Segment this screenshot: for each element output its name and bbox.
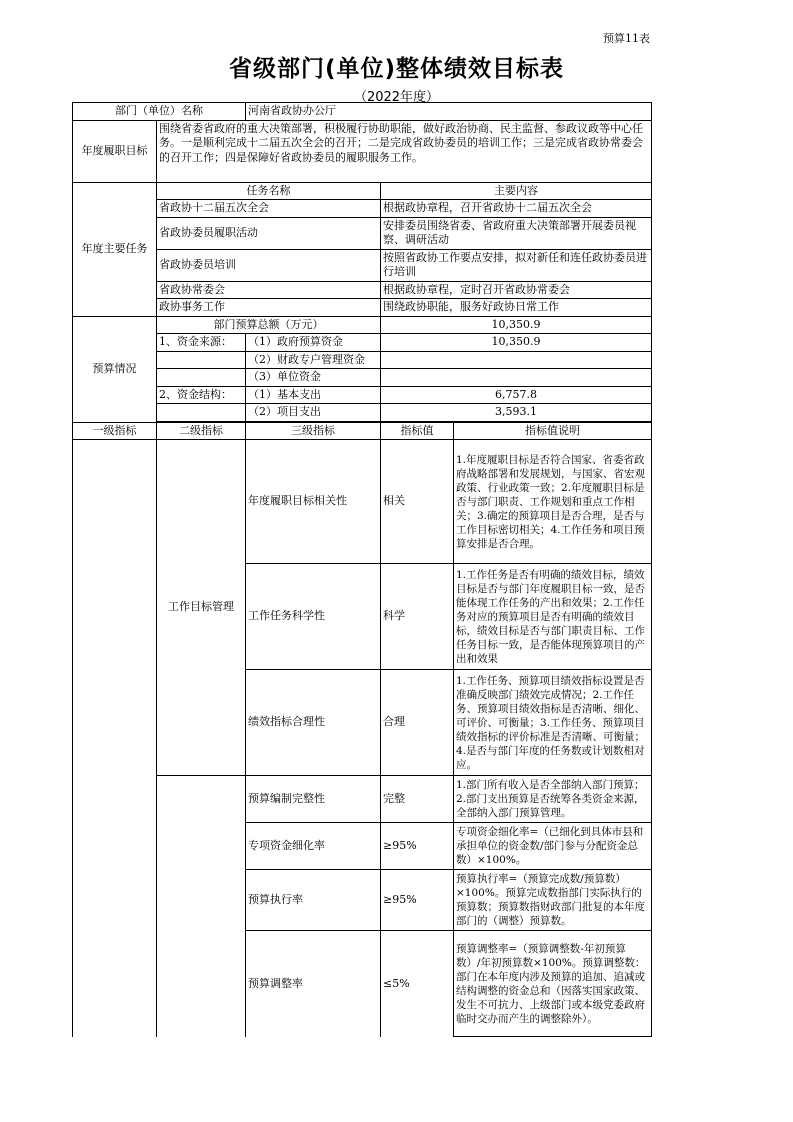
blank-cell [157,351,246,369]
level3-cell: 专项资金细化率 [246,823,381,870]
project-expense-label: （2）项目支出 [246,404,381,422]
task-row [73,299,652,317]
indicator-desc: 1.部门所有收入是否全部纳入部门预算；2.部门支出预算是否统筹各类资金来源，全部纳入部门预算管理。 [454,776,652,823]
level3-cell: 工作任务科学性 [246,564,381,670]
indicator-desc: 预算执行率=（预算完成数/预算数）×100%。预算完成数指部门实际执行的预算数；预算数指财政部门批复的本年度部门的（调整）预算数。 [454,870,652,931]
indicator-value: 完整 [381,776,454,823]
level1-cell [73,440,157,1037]
unit-fund-label: （3）单位资金 [246,369,381,387]
level3-cell: 预算调整率 [246,931,381,1037]
indicator-desc: 1.工作任务、预算项目绩效指标设置是否准确反映部门绩效完成情况；2.工作任务、预算项目绩效指标是否清晰、细化、可评价、可衡量；3.工作任务、预算项目绩效指标的评价标准是否清晰、可衡量；4.是否与部门年度的任务数或计划数相对应。 [454,670,652,776]
department-label: 部门（单位）名称 [73,103,246,121]
task-content-header: 主要内容 [381,182,652,200]
table-row [73,776,652,823]
indicator-value: ≥95% [381,870,454,931]
annual-duty-text: 围绕省委省政府的重大决策部署，积极履行协助职能，做好政治协商、民主监督、参政议政等中心任务。一是顺利完成十二届五次全会的召开；二是完成省政协委员的培训工作；三是完成省政协常委会的召开工作；四是保障好省政协委员的履职服务工作。 [157,120,652,182]
budget-total-value: 10,350.9 [381,316,652,334]
department-value: 河南省政协办公厅 [246,103,652,121]
task-name: 省政协委员培训 [157,249,381,281]
gov-budget-value: 10,350.9 [381,334,652,352]
page-title: 省级部门(单位)整体绩效目标表 [228,56,565,82]
indicator-value: 相关 [381,440,454,564]
blank-cell [157,404,246,422]
task-name: 省政协委员履职活动 [157,217,381,249]
level2-cell: 工作目标管理 [157,440,246,776]
task-row [73,281,652,299]
task-name: 省政协常委会 [157,281,381,299]
funding-source-label: 1、资金来源： [157,334,246,352]
indicator-desc: 1.年度履职目标是否符合国家、省委省政府战略部署和发展规划，与国家、省宏观政策、行业政策一致；2.年度履职目标是否与部门职责、工作规划和重点工作相关；3.确定的预算项目是否合理，是否与工作目标密切相关；4.工作任务和项目预算安排是否合理。 [454,440,652,564]
gov-budget-label: （1）政府预算资金 [246,334,381,352]
task-content: 根据政协章程，定时召开省政协常委会 [381,281,652,299]
basic-expense-label: （1）基本支出 [246,386,381,404]
special-fund-label: （2）财政专户管理资金 [246,351,381,369]
unit-fund-value [381,369,652,387]
special-fund-value [381,351,652,369]
level3-header: 三级指标 [246,422,381,440]
blank-cell [157,369,246,387]
project-expense-value: 3,593.1 [381,404,652,422]
form-number: 预算11表 [603,32,650,45]
indicator-desc: 1.工作任务是否有明确的绩效目标，绩效目标是否与部门年度履职目标一致，是否能体现工作任务的产出和效果；2.工作任务对应的预算项目是否有明确的绩效目标，绩效目标是否与部门职责目标、工作任务目标一致，是否能体现预算项目的产出和效果 [454,564,652,670]
indicator-value-header: 指标值 [381,422,454,440]
indicator-desc: 预算调整率=（预算调整数-年初预算数）/年初预算数×100%。预算调整数：部门在本年度内涉及预算的追加、追减或结构调整的资金总和（因落实国家政策、发生不可抗力、上级部门或本级党委政府临时交办而产生的调整除外）。 [454,931,652,1037]
task-row [73,200,652,218]
level3-cell: 预算执行率 [246,870,381,931]
indicator-desc-header: 指标值说明 [454,422,652,440]
fund-structure-label: 2、资金结构： [157,386,246,404]
basic-expense-value: 6,757.8 [381,386,652,404]
task-name-header: 任务名称 [157,182,381,200]
performance-target-table [72,102,652,1037]
level1-header: 一级指标 [73,422,157,440]
task-content: 按照省政协工作要点安排，拟对新任和连任政协委员进行培训 [381,249,652,281]
level2-header: 二级指标 [157,422,246,440]
indicator-desc: 专项资金细化率=（已细化到具体市县和承担单位的资金数/部门参与分配资金总数）×100%。 [454,823,652,870]
budget-label: 预算情况 [73,316,157,422]
task-content: 根据政协章程，召开省政协十二届五次全会 [381,200,652,218]
task-row [73,217,652,249]
indicator-value: ≤5% [381,931,454,1037]
task-content: 安排委员围绕省委、省政府重大决策部署开展委员视察、调研活动 [381,217,652,249]
budget-total-label: 部门预算总额（万元） [157,316,381,334]
task-name: 省政协十二届五次全会 [157,200,381,218]
task-row [73,249,652,281]
level3-cell: 绩效指标合理性 [246,670,381,776]
level2-cell [157,776,246,1037]
indicator-value: 合理 [381,670,454,776]
annual-duty-label: 年度履职目标 [73,120,157,182]
task-name: 政协事务工作 [157,299,381,317]
main-tasks-label: 年度主要任务 [73,182,157,316]
level3-cell: 年度履职目标相关性 [246,440,381,564]
table-row [73,440,652,564]
indicator-value: ≥95% [381,823,454,870]
task-content: 围绕政协职能，服务好政协日常工作 [381,299,652,317]
level3-cell: 预算编制完整性 [246,776,381,823]
indicator-value: 科学 [381,564,454,670]
report-year: （2022年度） [353,90,440,105]
